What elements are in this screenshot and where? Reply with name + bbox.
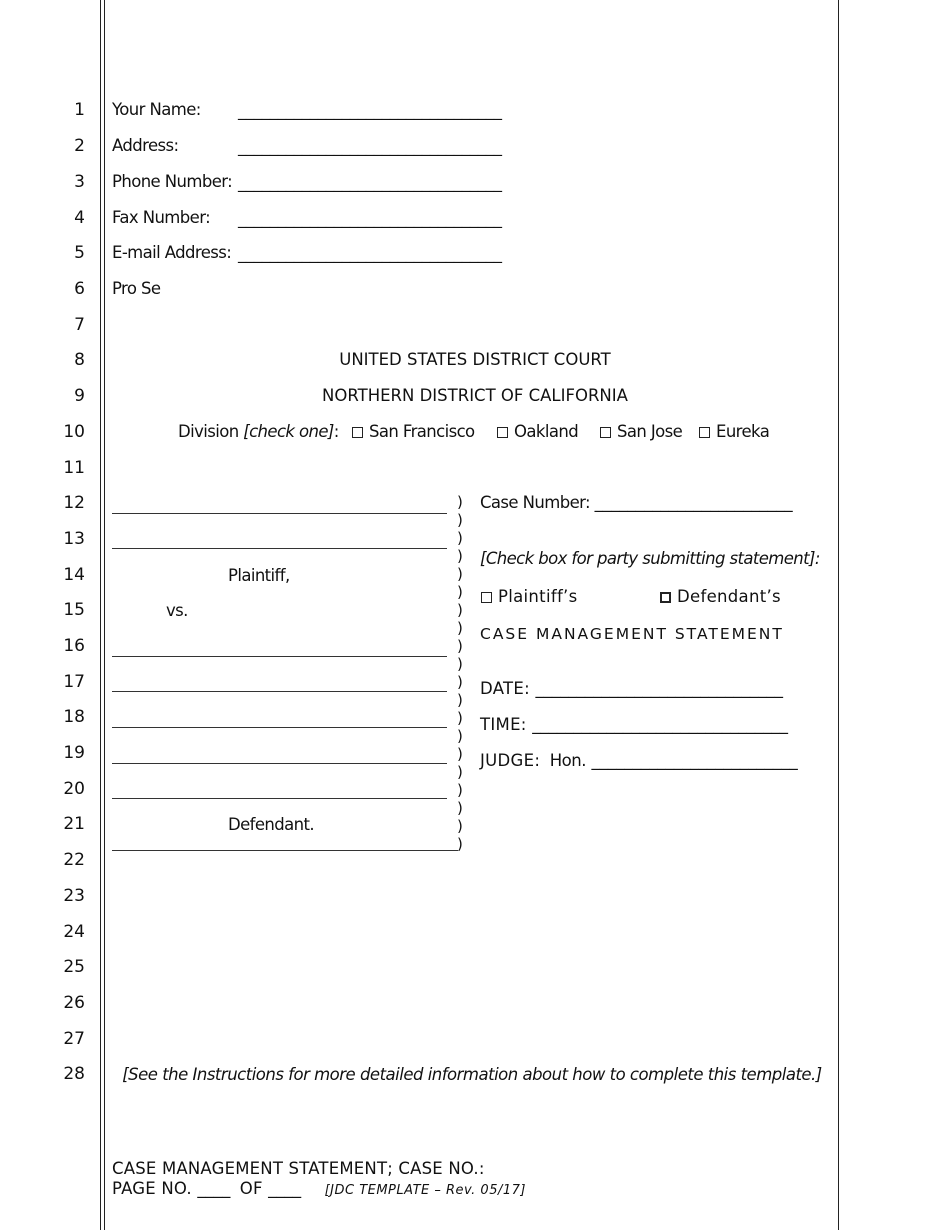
plaintiffs-option[interactable] <box>481 587 578 607</box>
line-number: 14 <box>63 565 85 585</box>
time-field[interactable]: _______________________________ <box>532 715 788 734</box>
page-number-field[interactable]: ____ <box>197 1179 231 1198</box>
pro-se-label: Pro Se <box>112 279 161 298</box>
defendant-name-line-5[interactable] <box>112 798 447 799</box>
division-option-label: Eureka <box>716 422 770 441</box>
line-number: 20 <box>63 779 85 799</box>
checkbox-icon[interactable] <box>699 427 710 438</box>
court-district: NORTHERN DISTRICT OF CALIFORNIA <box>322 386 628 405</box>
line-number: 8 <box>74 350 85 370</box>
paren: ) <box>457 547 463 565</box>
defendant-name-line-3[interactable] <box>112 727 447 728</box>
division-hint: [check one] <box>243 422 334 441</box>
paren: ) <box>457 565 463 583</box>
line-number: 5 <box>74 243 85 263</box>
footer-title: CASE MANAGEMENT STATEMENT; CASE NO.: <box>112 1159 485 1178</box>
division-option-san-jose[interactable] <box>600 422 682 442</box>
paren: ) <box>457 601 463 619</box>
division-row <box>178 422 339 442</box>
plaintiff-name-line-1[interactable] <box>112 513 447 514</box>
phone-field[interactable]: _________________________________ <box>238 173 502 192</box>
line-number: 13 <box>63 529 85 549</box>
date-label: DATE: <box>480 679 530 698</box>
email-label: E-mail Address: <box>112 243 232 262</box>
line-number: 9 <box>74 386 85 406</box>
judge-field[interactable]: _________________________ <box>591 751 798 770</box>
paren: ) <box>457 655 463 673</box>
division-colon: : <box>333 422 339 441</box>
line-number: 12 <box>63 493 85 513</box>
line-number: 18 <box>63 707 85 727</box>
checkbox-icon[interactable] <box>600 427 611 438</box>
division-label: Division <box>178 422 239 441</box>
defendant-name-line-4[interactable] <box>112 763 447 764</box>
right-margin-rule <box>838 0 839 1230</box>
line-number: 16 <box>63 636 85 656</box>
template-revision: [JDC TEMPLATE – Rev. 05/17] <box>324 1183 526 1198</box>
page-total-field[interactable]: ____ <box>268 1179 302 1198</box>
paren: ) <box>457 781 463 799</box>
line-number: 10 <box>63 422 85 442</box>
of-label: OF <box>239 1179 263 1198</box>
line-number: 3 <box>74 172 85 192</box>
checkbox-icon[interactable] <box>481 592 492 603</box>
line-number: 17 <box>63 672 85 692</box>
paren: ) <box>457 511 463 529</box>
paren: ) <box>457 727 463 745</box>
line-number: 24 <box>63 922 85 942</box>
paren: ) <box>457 619 463 637</box>
line-number: 27 <box>63 1029 85 1049</box>
date-field[interactable]: ______________________________ <box>535 679 784 698</box>
check-party-hint: [Check box for party submitting statement]: <box>480 549 820 568</box>
judge-label: JUDGE: <box>480 751 541 770</box>
defendant-name-line-2[interactable] <box>112 691 447 692</box>
paren: ) <box>457 529 463 547</box>
line-number: 28 <box>63 1064 85 1084</box>
footer-page-row <box>112 1179 526 1201</box>
paren: ) <box>457 493 463 511</box>
line-number: 6 <box>74 279 85 299</box>
case-number-label: Case Number: <box>480 493 590 512</box>
statement-title: CASE MANAGEMENT STATEMENT <box>480 625 784 643</box>
paren: ) <box>457 817 463 835</box>
fax-label: Fax Number: <box>112 208 211 227</box>
plaintiff-name-line-2[interactable] <box>112 548 447 549</box>
division-option-label: San Jose <box>617 422 683 441</box>
paren: ) <box>457 799 463 817</box>
paren: ) <box>457 673 463 691</box>
line-number: 1 <box>74 100 85 120</box>
checkbox-icon[interactable] <box>660 592 671 603</box>
paren: ) <box>457 763 463 781</box>
name-label: Your Name: <box>112 100 201 119</box>
paren: ) <box>457 637 463 655</box>
case-number-field[interactable]: ________________________ <box>594 493 793 512</box>
line-number: 7 <box>74 315 85 335</box>
time-label: TIME: <box>480 715 527 734</box>
line-number: 22 <box>63 850 85 870</box>
date-row <box>480 679 783 699</box>
judge-row <box>480 751 798 771</box>
left-margin-rule-outer <box>100 0 101 1230</box>
division-option-label: San Francisco <box>369 422 475 441</box>
defendants-option[interactable] <box>660 587 781 607</box>
caption-bottom-line <box>112 850 458 851</box>
line-number: 26 <box>63 993 85 1013</box>
email-field[interactable]: _________________________________ <box>238 244 502 263</box>
division-option-oakland[interactable] <box>497 422 578 442</box>
line-number: 15 <box>63 600 85 620</box>
paren: ) <box>457 691 463 709</box>
address-field[interactable]: _________________________________ <box>238 137 502 156</box>
checkbox-icon[interactable] <box>497 427 508 438</box>
phone-label: Phone Number: <box>112 172 233 191</box>
vs-label: vs. <box>166 601 188 620</box>
line-number: 4 <box>74 208 85 228</box>
paren: ) <box>457 709 463 727</box>
division-option-eureka[interactable] <box>699 422 769 442</box>
judge-hon-label: Hon. <box>549 751 586 770</box>
line-number: 21 <box>63 814 85 834</box>
line-number: 19 <box>63 743 85 763</box>
plaintiff-label: Plaintiff, <box>228 566 290 585</box>
defendant-label: Defendant. <box>228 815 315 834</box>
case-number-row <box>480 493 793 513</box>
division-option-label: Oakland <box>514 422 579 441</box>
court-title: UNITED STATES DISTRICT COURT <box>339 350 611 369</box>
checkbox-icon[interactable] <box>352 427 363 438</box>
page-label: PAGE NO. <box>112 1179 192 1198</box>
left-margin-rule-inner <box>104 0 105 1230</box>
line-number: 23 <box>63 886 85 906</box>
instructions-note: [See the Instructions for more detailed information about how to complete this template.] <box>122 1065 822 1084</box>
address-label: Address: <box>112 136 179 155</box>
plaintiffs-option-label: Plaintiff’s <box>498 587 578 606</box>
paren: ) <box>457 835 463 853</box>
line-number: 2 <box>74 136 85 156</box>
line-number: 11 <box>63 458 85 478</box>
defendant-name-line-1[interactable] <box>112 656 447 657</box>
fax-field[interactable]: _________________________________ <box>238 209 502 228</box>
division-option-san-francisco[interactable] <box>352 422 475 442</box>
paren: ) <box>457 745 463 763</box>
name-field[interactable]: _________________________________ <box>238 101 502 120</box>
defendants-option-label: Defendant’s <box>677 587 781 606</box>
line-number: 25 <box>63 957 85 977</box>
paren: ) <box>457 583 463 601</box>
time-row <box>480 715 788 735</box>
